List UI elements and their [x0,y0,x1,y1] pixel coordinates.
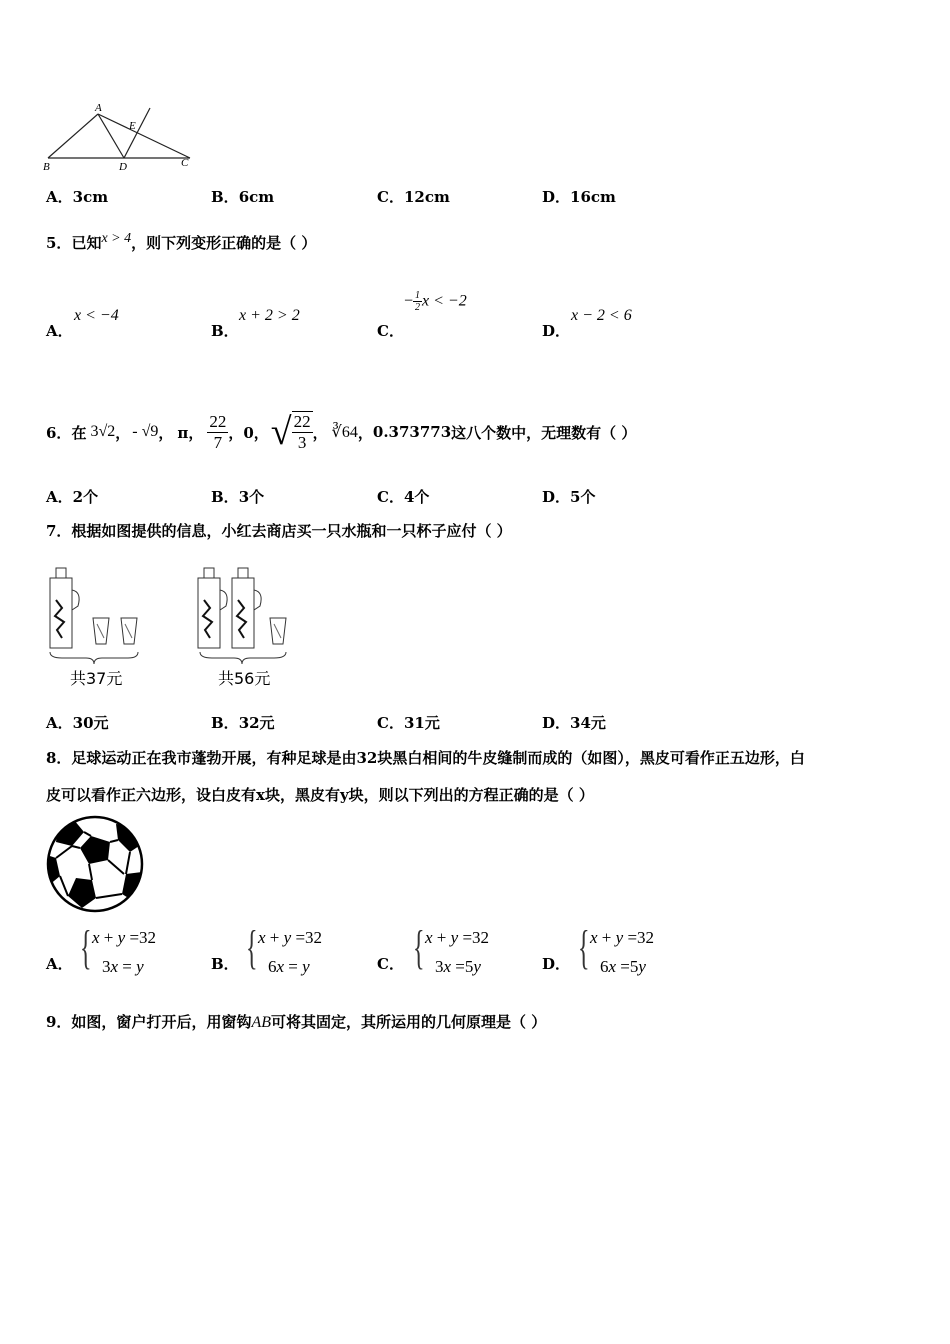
q7-option-b[interactable]: B．32元 [211,714,275,732]
brace-2 [200,652,286,664]
q6-stem: 6． 在 3√2 ， - √9 ， π， $\frac{22}{7}$ ，0， √ $\frac{22}{3}$ ， ∛64 ， 0.373773 这八个数中，无理数有（ ） [46,411,637,453]
q5-option-c-expr: − $\frac{1}{2}$ x < −2 [404,290,467,313]
q8-option-a[interactable]: A． [46,955,73,973]
bottles-cups-figure [42,560,302,692]
triangle-figure [40,100,195,172]
q4-option-c[interactable]: C．12cm [377,188,450,206]
q4-option-d[interactable]: D．16cm [542,188,616,206]
q5-option-d-expr: x − 2 < 6 [571,307,632,324]
brace-1 [50,652,138,664]
q8-stem-line1: 8．足球运动正在我市蓬勃开展，有种足球是由32块黑白相间的牛皮缝制而成的（如图），黑皮可看作正五边形，白 [46,749,805,767]
cup-3 [270,618,286,644]
q8-option-b[interactable]: B． [211,955,239,973]
bottle-2 [198,568,227,648]
q4-option-a[interactable]: A．3cm [46,188,109,206]
segment-ab [48,114,98,158]
q4-option-b[interactable]: B．6cm [211,188,275,206]
q5-option-b[interactable]: B． [211,322,239,340]
bottle-3 [232,568,261,648]
label-b: B [43,161,50,172]
label-56: 共56元 [218,669,271,688]
q8-option-c[interactable]: C． [377,955,404,973]
q5-option-d[interactable]: D． [542,322,571,340]
q8-stem-line2: 皮可以看作正六边形，设白皮有x块，黑皮有y块，则以下列出的方程正确的是（ ） [46,786,594,804]
q5-option-b-expr: x + 2 > 2 [239,307,300,324]
q5-stem: 5．已知x > 4，则下列变形正确的是（ ） [46,231,317,252]
soccer-ball-figure [44,814,146,914]
bottle-1 [50,568,79,648]
q5-option-a[interactable]: A． [46,322,73,340]
q7-option-a[interactable]: A．30元 [46,714,109,732]
q6-option-d[interactable]: D．5个 [542,488,596,506]
q7-option-c[interactable]: C．31元 [377,714,440,732]
cup-2 [121,618,137,644]
q7-stem: 7．根据如图提供的信息，小红去商店买一只水瓶和一只杯子应付（ ） [46,522,512,540]
label-37: 共37元 [70,669,123,688]
q6-option-b[interactable]: B．3个 [211,488,265,506]
segment-de [124,108,150,158]
label-e: E [129,120,136,132]
label-c: C [181,157,189,169]
cup-1 [93,618,109,644]
q6-option-c[interactable]: C．4个 [377,488,430,506]
q6-option-a[interactable]: A．2个 [46,488,99,506]
q5-option-a-expr: x < −4 [74,307,119,324]
label-d: D [119,161,127,172]
q7-option-d[interactable]: D．34元 [542,714,606,732]
q9-stem: 9．如图，窗户打开后，用窗钩AB可将其固定，其所运用的几何原理是（ ） [46,1013,547,1031]
q8-option-d[interactable]: D． [542,955,571,973]
q5-option-c[interactable]: C． [377,322,404,340]
label-a: A [95,102,102,114]
